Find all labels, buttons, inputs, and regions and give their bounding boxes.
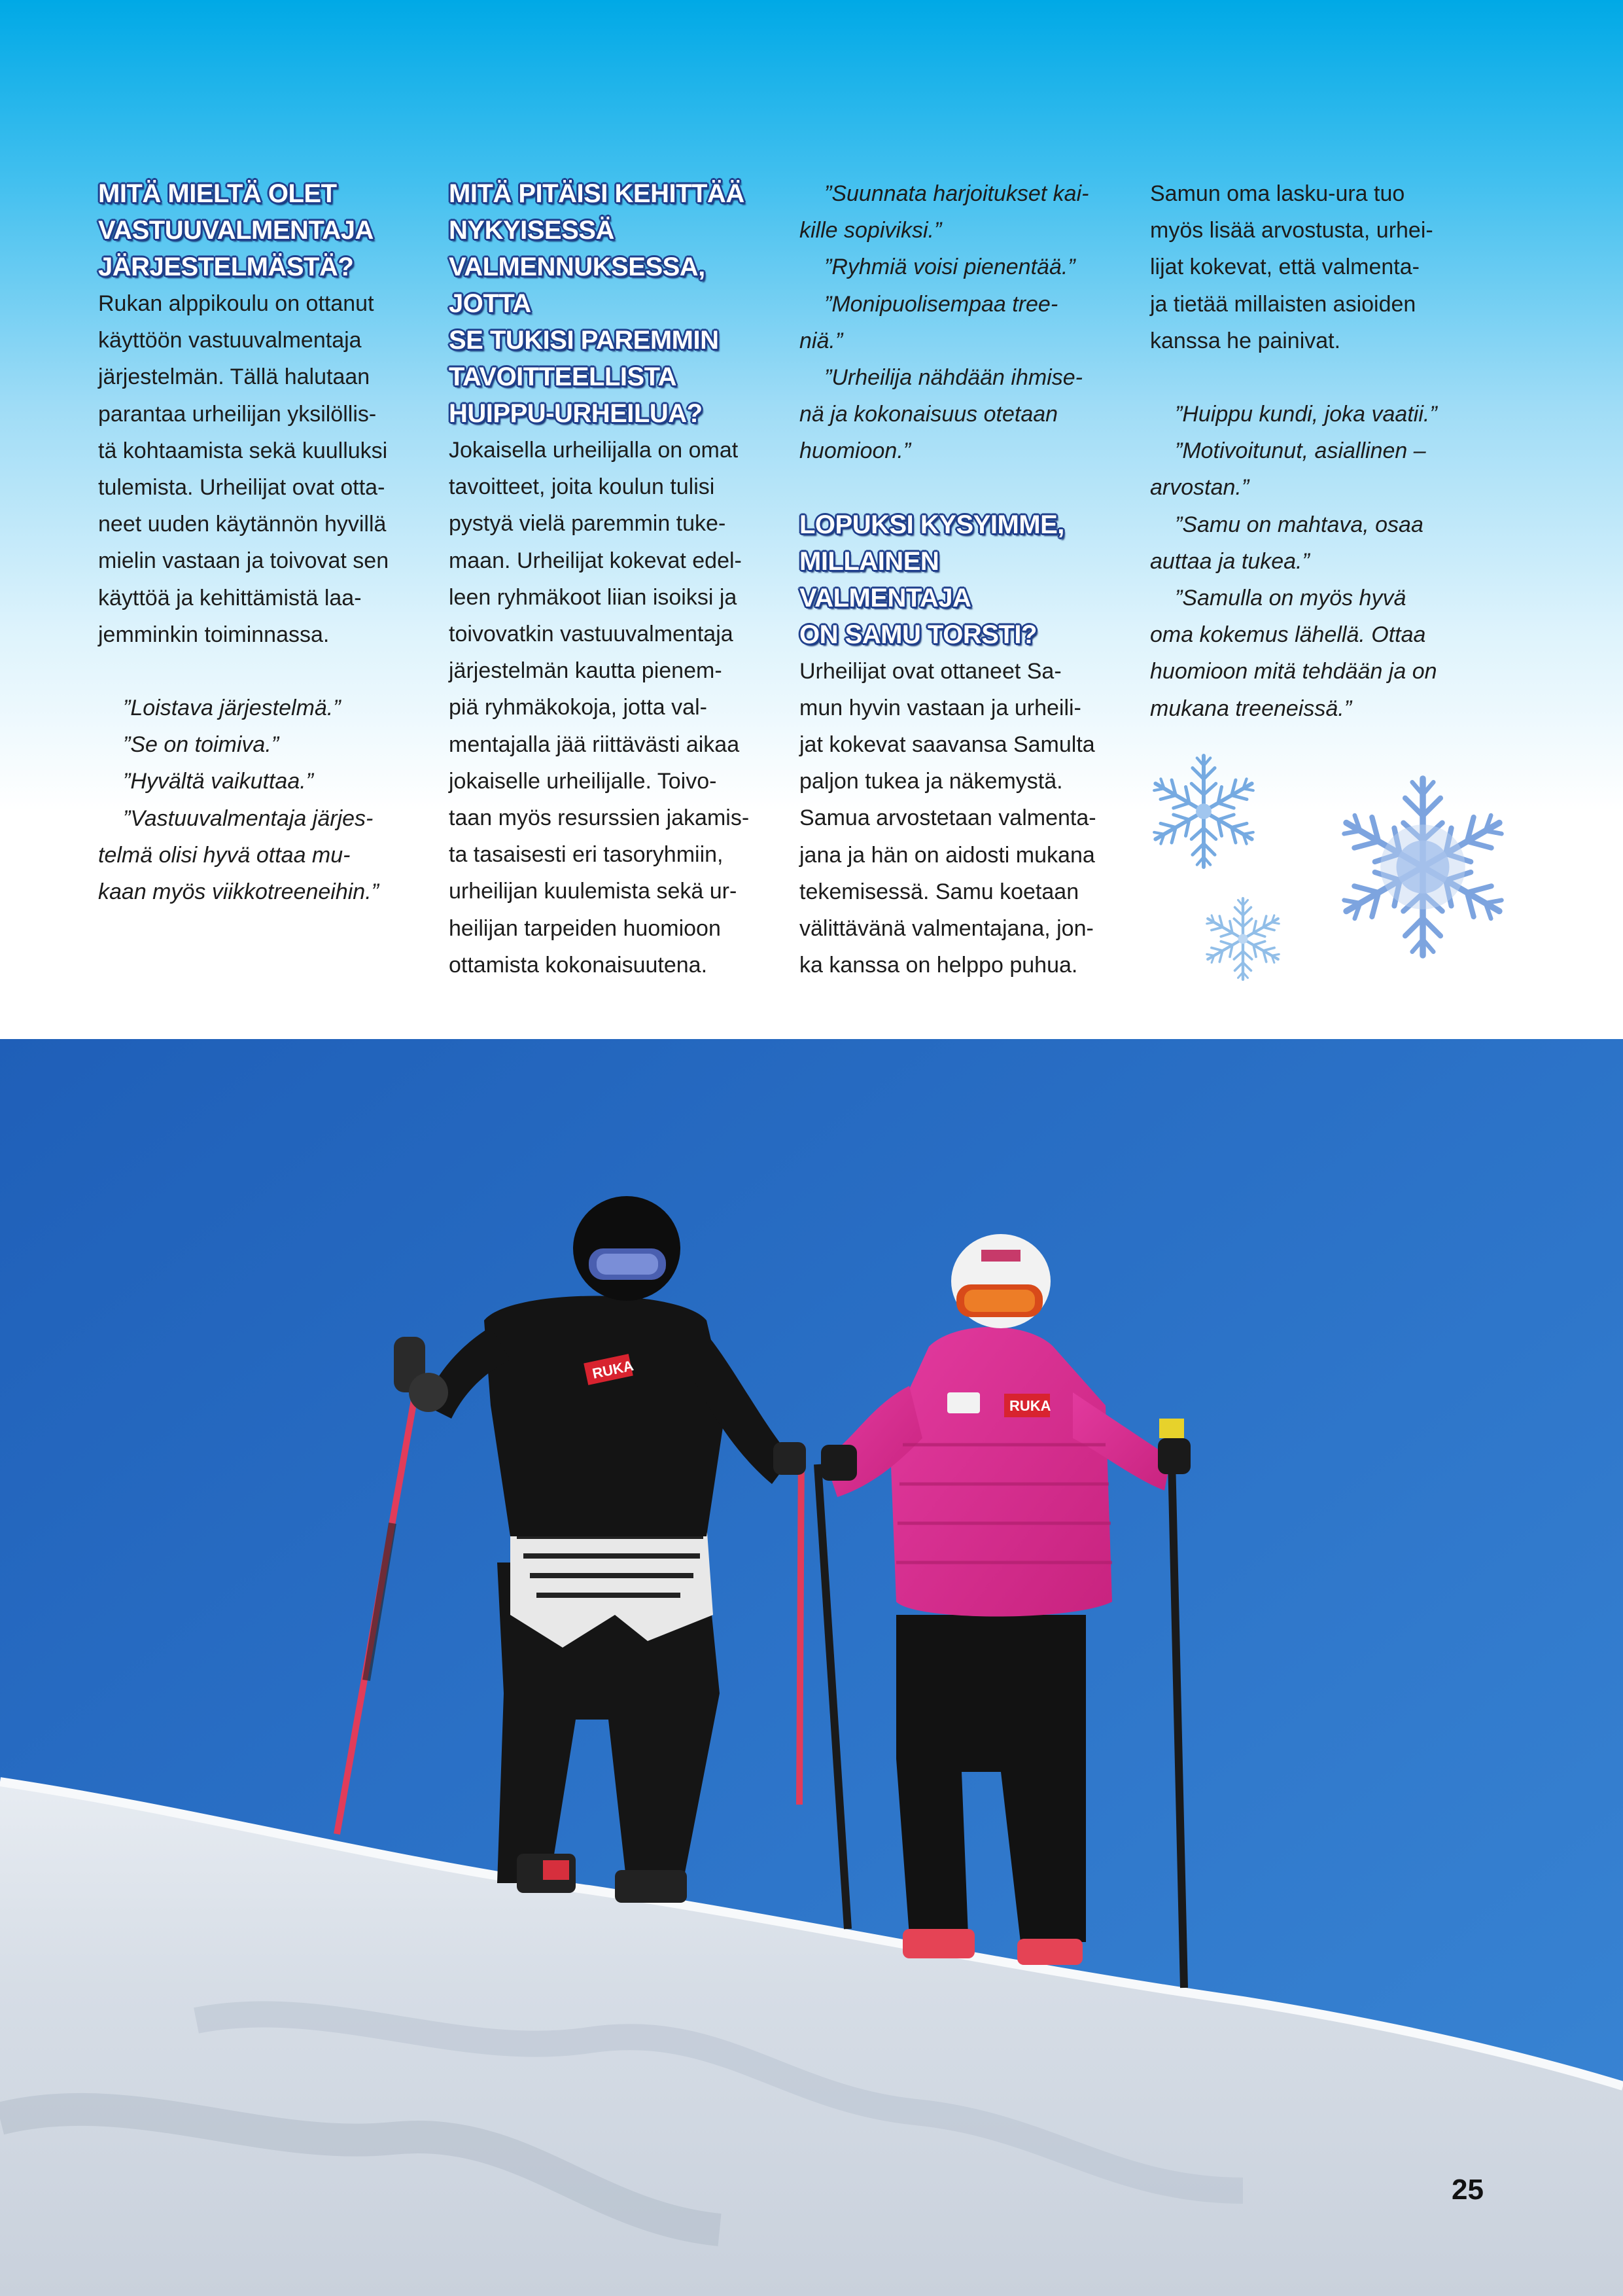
text-line: paljon tukea ja näkemystä. bbox=[799, 769, 1063, 794]
heading-vastuuvalmentaja bbox=[98, 175, 416, 285]
text-line: pystyä vielä paremmin tuke- bbox=[449, 511, 726, 537]
text-line: järjestelmän kautta pienem- bbox=[449, 658, 722, 684]
text-line: neet uuden käytännön hyvillä bbox=[98, 512, 387, 537]
text-line: ”Vastuuvalmentaja järjes- bbox=[123, 805, 374, 831]
text-line: Samun oma lasku-ura tuo bbox=[1150, 181, 1405, 206]
text-line: kille sopiviksi.” bbox=[799, 218, 942, 243]
column-2 bbox=[449, 175, 767, 983]
text-line: huomioon.” bbox=[799, 438, 911, 464]
quote: ”Hyvältä vaikuttaa.” bbox=[123, 769, 313, 794]
text-line: ”Suunnata harjoitukset kai- bbox=[824, 181, 1089, 206]
text-line: oma kokemus lähellä. Ottaa bbox=[1150, 622, 1426, 648]
text-line: välittävänä valmentajana, jon- bbox=[799, 916, 1094, 942]
heading-line: TAVOITTEELLISTA bbox=[449, 362, 677, 391]
text-line: taan myös resurssien jakamis- bbox=[449, 805, 750, 831]
quote-block bbox=[799, 175, 1117, 470]
text-line: mielin vastaan ja toivovat sen bbox=[98, 548, 389, 574]
text-line: ottamista kokonaisuutena. bbox=[449, 952, 708, 978]
text-line: ”Huippu kundi, joka vaatii.” bbox=[1175, 402, 1437, 427]
badge-left-text: RUKA bbox=[591, 1357, 635, 1382]
column-1 bbox=[98, 175, 416, 910]
text-line: maan. Urheilijat kokevat edel- bbox=[449, 548, 742, 573]
text-line: mukana treeneissä.” bbox=[1150, 696, 1352, 721]
quote: ”Se on toimiva.” bbox=[123, 732, 279, 758]
text-line: mun hyvin vastaan ja urheili- bbox=[799, 695, 1081, 720]
heading-line: VASTUUVALMENTAJA bbox=[98, 216, 374, 245]
text-line: parantaa urheilijan yksilöllis- bbox=[98, 401, 377, 427]
text-line: kaan myös viikkotreeneihin.” bbox=[98, 879, 379, 905]
heading-line: VALMENNUKSESSA, JOTTA bbox=[449, 253, 705, 318]
text-line: nä ja kokonaisuus otetaan bbox=[799, 402, 1058, 427]
text-line: järjestelmän. Tällä halutaan bbox=[98, 364, 370, 390]
text-line: leen ryhmäkoot liian isoiksi ja bbox=[449, 584, 737, 610]
text-line: lijat kokevat, että valmenta- bbox=[1150, 255, 1420, 280]
text-line: ja tietää millaisten asioiden bbox=[1150, 291, 1416, 317]
text-line: tulemista. Urheilijat ovat otta- bbox=[98, 475, 385, 501]
text-line: jana ja hän on aidosti mukana bbox=[799, 842, 1095, 868]
text-line: urheilijan kuulemista sekä ur- bbox=[449, 879, 737, 904]
text-line: kanssa he painivat. bbox=[1150, 328, 1341, 353]
text-line: mentajalla jää riittävästi aikaa bbox=[449, 732, 740, 757]
heading-line: MILLAINEN VALMENTAJA bbox=[799, 546, 971, 612]
heading-line: HUIPPU-URHEILUA? bbox=[449, 399, 703, 428]
badge-right-text: RUKA bbox=[1009, 1398, 1051, 1414]
text-line: ”Ryhmiä voisi pienentää.” bbox=[824, 255, 1075, 280]
text-line: ”Motivoitunut, asiallinen – bbox=[1175, 438, 1426, 464]
heading-line: ON SAMU TORSTI? bbox=[799, 620, 1037, 649]
text-line: ”Samu on mahtava, osaa bbox=[1175, 512, 1423, 537]
text-line: käyttöön vastuuvalmentaja bbox=[98, 328, 362, 353]
text-line: auttaa ja tukea.” bbox=[1150, 548, 1310, 574]
text-line: niä.” bbox=[799, 328, 843, 353]
snowflakes-decoration bbox=[1132, 746, 1537, 995]
paragraph-vastuuvalmentaja bbox=[98, 285, 416, 653]
text-line: Urheilijat ovat ottaneet Sa- bbox=[799, 658, 1062, 684]
text-line: telmä olisi hyvä ottaa mu- bbox=[98, 842, 351, 868]
text-line: ”Samulla on myös hyvä bbox=[1175, 586, 1406, 611]
text-line: jemminkin toiminnassa. bbox=[98, 622, 330, 647]
text-line: piä ryhmäkokoja, jotta val- bbox=[449, 695, 707, 720]
text-line: Rukan alppikoulu on ottanut bbox=[98, 291, 374, 316]
text-line: ka kanssa on helppo puhua. bbox=[799, 953, 1078, 978]
quote: ”Loistava järjestelmä.” bbox=[123, 696, 341, 721]
text-line: myös lisää arvostusta, urhei- bbox=[1150, 218, 1433, 243]
heading-line: NYKYISESSÄ bbox=[449, 216, 614, 245]
heading-line: JÄRJESTELMÄSTÄ? bbox=[98, 253, 354, 281]
quote-block bbox=[1150, 396, 1468, 727]
paragraph-kehittaa bbox=[449, 432, 767, 983]
column-4 bbox=[1150, 175, 1468, 727]
column-3 bbox=[799, 175, 1117, 983]
text-line: tä kohtaamista sekä kuulluksi bbox=[98, 438, 388, 463]
text-line: heilijan tarpeiden huomioon bbox=[449, 915, 721, 941]
heading-samu-torsti bbox=[799, 506, 1117, 653]
text-line: jat kokevat saavansa Samulta bbox=[799, 732, 1095, 758]
heading-line: MITÄ PITÄISI KEHITTÄÄ bbox=[449, 179, 744, 208]
paragraph-samu bbox=[799, 653, 1117, 984]
text-line: Jokaisella urheilijalla on omat bbox=[449, 438, 739, 463]
snowflake-tiny-icon bbox=[1203, 898, 1282, 980]
heading-line: MITÄ MIELTÄ OLET bbox=[98, 179, 337, 208]
snowflake-large-icon bbox=[1336, 779, 1509, 955]
text-line: ”Urheilija nähdään ihmise- bbox=[824, 365, 1083, 391]
text-line: jokaiselle urheilijalle. Toivo- bbox=[449, 768, 717, 794]
paragraph-lasku-ura bbox=[1150, 175, 1468, 359]
text-line: huomioon mitä tehdään ja on bbox=[1150, 659, 1437, 684]
text-line: ta tasaisesti eri tasoryhmiin, bbox=[449, 842, 724, 868]
heading-kehittaa bbox=[449, 175, 767, 432]
text-line: käyttöä ja kehittämistä laa- bbox=[98, 585, 362, 610]
heading-line: LOPUKSI KYSYIMME, bbox=[799, 510, 1064, 539]
text-line: tavoitteet, joita koulun tulisi bbox=[449, 474, 715, 500]
text-line: toivovatkin vastuuvalmentaja bbox=[449, 622, 733, 647]
page-number: 25 bbox=[1452, 2174, 1484, 2206]
text-line: Samua arvostetaan valmenta- bbox=[799, 805, 1096, 831]
text-line: tekemisessä. Samu koetaan bbox=[799, 879, 1079, 904]
text-line: arvostan.” bbox=[1150, 475, 1249, 501]
skiers-photo bbox=[0, 1039, 1623, 2296]
heading-line: SE TUKISI PAREMMIN bbox=[449, 326, 719, 355]
text-line: ”Monipuolisempaa tree- bbox=[824, 291, 1058, 317]
snowflake-small-icon bbox=[1149, 756, 1258, 867]
quote-long bbox=[98, 800, 416, 911]
